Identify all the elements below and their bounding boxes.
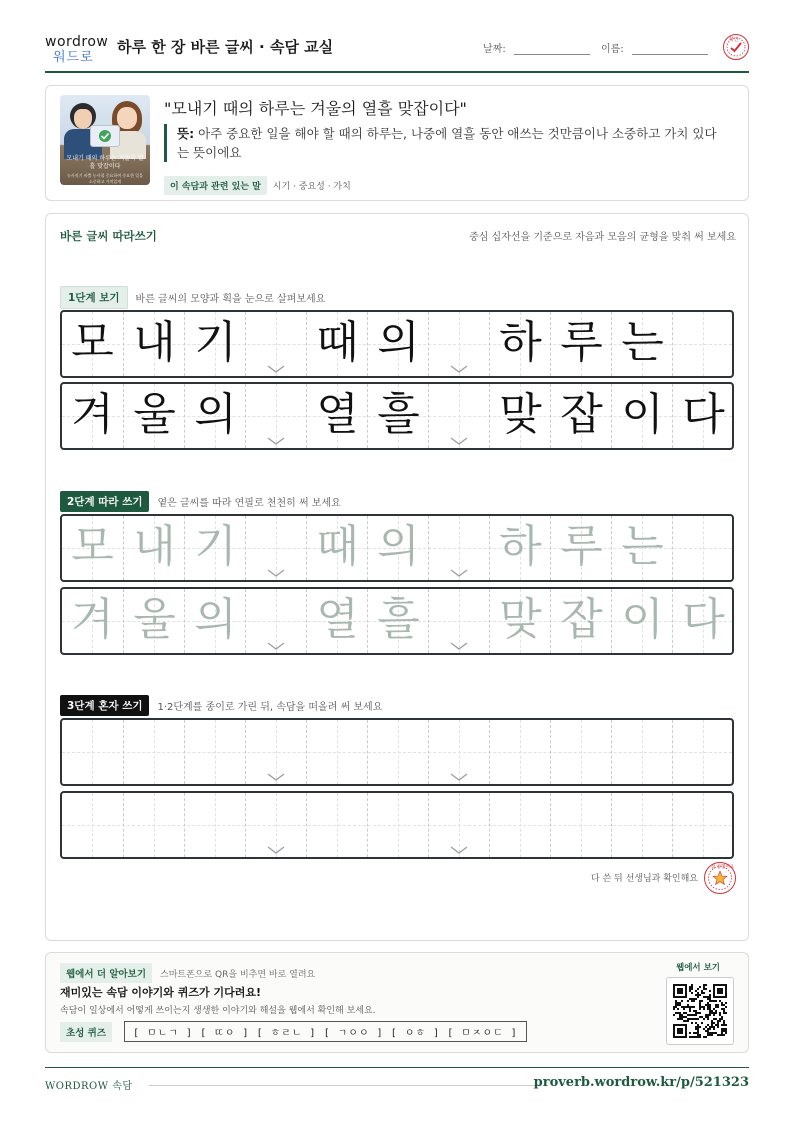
grid-cell[interactable] (62, 589, 123, 653)
check-stamp-icon (723, 34, 749, 60)
space-mark-icon (449, 436, 469, 446)
practice-title: 바른 글씨 따라쓰기 (60, 229, 157, 243)
logo-text-top: wordrow (45, 34, 109, 50)
grid-cell (489, 312, 550, 376)
step3-badge: 3단계 혼자 쓰기 (60, 695, 149, 716)
name-field[interactable] (601, 40, 708, 55)
chosung-quiz (60, 1021, 527, 1042)
proverb-meaning (164, 124, 724, 162)
grid-cell (611, 384, 672, 448)
trace-glyph: 흘 (377, 594, 420, 645)
proverb-illustration (60, 95, 150, 185)
qr-code-icon[interactable] (666, 977, 734, 1045)
grid-cell[interactable] (611, 589, 672, 653)
space-mark-icon (449, 772, 469, 782)
quiz-tag: 초성 퀴즈 (60, 1022, 112, 1042)
grid-cell[interactable] (62, 720, 123, 784)
done-note: 다 쓴 뒤 선생님과 확인해요 (590, 874, 698, 884)
grid-cell[interactable] (123, 516, 184, 580)
trace-glyph: 다 (682, 594, 725, 645)
grid-cell (489, 384, 550, 448)
grid-cell[interactable] (550, 516, 611, 580)
trace-glyph: 잡 (560, 594, 603, 645)
step1-header (60, 286, 325, 309)
trace-glyph: 울 (133, 594, 176, 645)
meaning-label: 뜻: (177, 126, 195, 141)
grid-cell (184, 384, 245, 448)
grid-cell[interactable] (550, 793, 611, 857)
step2-badge: 2단계 따라 쓰기 (60, 491, 149, 512)
grid-cell (550, 384, 611, 448)
grid-cell[interactable] (62, 793, 123, 857)
trace-glyph: 맞 (499, 594, 542, 645)
web-hint: 스마트폰으로 QR을 비추면 바로 열려요 (160, 969, 316, 980)
trace-glyph: 겨 (71, 594, 114, 645)
grid-cell (367, 312, 428, 376)
model-glyph: 하 (499, 317, 542, 368)
footer-divider (149, 1085, 539, 1086)
space-mark-icon (449, 641, 469, 651)
page-title: 하루 한 장 바른 글씨 · 속담 교실 (117, 38, 334, 56)
grid-cell[interactable] (489, 589, 550, 653)
grid-cell[interactable] (672, 793, 733, 857)
model-glyph: 때 (316, 317, 359, 368)
trace-glyph: 때 (316, 521, 359, 572)
step3-text: 1·2단계를 종이로 가린 뒤, 속담을 떠올려 써 보세요 (157, 702, 383, 713)
name-input-line[interactable] (632, 45, 708, 55)
logo-text-bottom: 워드로 (53, 50, 94, 65)
grid-cell (184, 312, 245, 376)
proverb-card (45, 85, 749, 201)
step2-row-1[interactable] (60, 514, 734, 582)
grid-cell[interactable] (123, 720, 184, 784)
trace-glyph: 의 (377, 521, 420, 572)
space-mark-icon (449, 845, 469, 855)
grid-cell (428, 384, 489, 448)
step3-row-1[interactable] (60, 718, 734, 786)
practice-note: 중심 십자선을 기준으로 자음과 모음의 균형을 맞춰 써 보세요 (469, 232, 736, 243)
step1-row-2 (60, 382, 734, 450)
grid-cell[interactable] (123, 589, 184, 653)
grid-cell[interactable] (489, 793, 550, 857)
grid-cell[interactable] (428, 589, 489, 653)
step1-text: 바른 글씨의 모양과 획을 눈으로 살펴보세요 (135, 294, 326, 305)
grid-cell (672, 312, 733, 376)
page-header (45, 28, 749, 73)
proverb-title: "모내기 때의 하루는 겨울의 열흘 맞잡이다" (164, 99, 467, 118)
step2-header (60, 491, 341, 512)
model-glyph: 겨 (71, 389, 114, 440)
trace-glyph: 의 (194, 594, 237, 645)
web-tag: 웹에서 더 알아보기 (60, 963, 152, 983)
star-stamp-text: 참 잘했어요 (711, 865, 735, 870)
grid-cell[interactable] (306, 793, 367, 857)
model-glyph: 모 (71, 317, 114, 368)
trace-glyph: 내 (133, 521, 176, 572)
step3-row-2[interactable] (60, 791, 734, 859)
grid-cell[interactable] (489, 720, 550, 784)
star-stamp-icon (704, 862, 736, 894)
grid-cell[interactable] (367, 589, 428, 653)
grid-cell (123, 312, 184, 376)
step3-header (60, 695, 382, 716)
space-mark-icon (449, 568, 469, 578)
grid-cell[interactable] (611, 516, 672, 580)
grid-cell[interactable] (306, 720, 367, 784)
grid-cell[interactable] (367, 516, 428, 580)
grid-cell[interactable] (672, 589, 733, 653)
step1-badge: 1단계 보기 (60, 286, 128, 309)
trace-glyph: 는 (621, 521, 664, 572)
space-mark-icon (266, 772, 286, 782)
laptop-icon (90, 125, 120, 147)
model-glyph: 루 (560, 317, 603, 368)
model-glyph: 흘 (377, 389, 420, 440)
trace-glyph: 모 (71, 521, 114, 572)
grid-cell (611, 312, 672, 376)
quiz-answer-box: [ ㅁㄴㄱ ] [ ㄸㅇ ] [ ㅎㄹㄴ ] [ ㄱㅇㅇ ] [ ㅇㅎ ] [ ㅁㅈㅇㄷ ] (124, 1021, 527, 1042)
grid-cell[interactable] (672, 720, 733, 784)
page-footer (45, 1067, 749, 1097)
name-label: 이름: (601, 44, 624, 55)
trace-glyph: 기 (194, 521, 237, 572)
grid-cell (245, 312, 306, 376)
model-glyph: 내 (133, 317, 176, 368)
meaning-text: 아주 중요한 일을 해야 할 때의 하루는, 나중에 열흘 동안 애쓰는 것만큼이나 소중하고 가치 있다는 뜻이에요 (177, 126, 717, 160)
grid-cell (62, 384, 123, 448)
illustration-caption: 모내기 때의 하루는 겨울의 열흘 맞잡이다 (66, 155, 144, 170)
trace-glyph: 하 (499, 521, 542, 572)
grid-cell[interactable] (611, 793, 672, 857)
grid-cell[interactable] (428, 516, 489, 580)
related-words-tag: 이 속담과 관련 있는 말 (164, 176, 267, 195)
grid-cell (62, 312, 123, 376)
model-glyph: 잡 (560, 389, 603, 440)
grid-cell[interactable] (245, 720, 306, 784)
model-glyph: 의 (194, 389, 237, 440)
trace-glyph: 이 (621, 594, 664, 645)
grid-cell[interactable] (367, 793, 428, 857)
date-input-line[interactable] (514, 45, 590, 55)
space-mark-icon (266, 436, 286, 446)
grid-cell[interactable] (123, 793, 184, 857)
space-mark-icon (449, 364, 469, 374)
check-stamp-text: 확인 (729, 37, 739, 43)
grid-cell[interactable] (672, 516, 733, 580)
grid-cell (672, 384, 733, 448)
grid-cell[interactable] (245, 589, 306, 653)
grid-cell[interactable] (184, 516, 245, 580)
grid-cell (428, 312, 489, 376)
grid-cell[interactable] (245, 516, 306, 580)
space-mark-icon (266, 364, 286, 374)
footer-brand: WORDROW 속담 (45, 1081, 133, 1092)
date-label: 날짜: (483, 44, 506, 55)
model-glyph: 기 (194, 317, 237, 368)
model-glyph: 다 (682, 389, 725, 440)
grid-cell[interactable] (184, 720, 245, 784)
space-mark-icon (266, 641, 286, 651)
space-mark-icon (266, 568, 286, 578)
web-description: 속담이 일상에서 어떻게 쓰이는지 생생한 이야기와 해설을 웹에서 확인해 보세요. (60, 1006, 376, 1016)
grid-cell[interactable] (428, 720, 489, 784)
grid-cell (306, 384, 367, 448)
related-words (164, 176, 351, 195)
grid-cell (306, 312, 367, 376)
grid-cell[interactable] (245, 793, 306, 857)
grid-cell (367, 384, 428, 448)
grid-cell[interactable] (184, 589, 245, 653)
grid-cell[interactable] (611, 720, 672, 784)
step2-text: 옅은 글씨를 따라 연필로 천천히 써 보세요 (157, 498, 341, 509)
related-words-list: 시기 · 중요성 · 가치 (272, 182, 351, 192)
grid-cell[interactable] (550, 720, 611, 784)
trace-glyph: 루 (560, 521, 603, 572)
grid-cell[interactable] (550, 589, 611, 653)
grid-cell[interactable] (489, 516, 550, 580)
grid-cell[interactable] (62, 516, 123, 580)
trace-glyph: 열 (316, 594, 359, 645)
step1-row-1 (60, 310, 734, 378)
model-glyph: 의 (377, 317, 420, 368)
wordrow-logo (45, 34, 109, 65)
model-glyph: 는 (621, 317, 664, 368)
web-promo-card (45, 952, 749, 1053)
grid-cell (123, 384, 184, 448)
step2-row-2[interactable] (60, 587, 734, 655)
model-glyph: 맞 (499, 389, 542, 440)
web-hint-row (60, 963, 315, 983)
model-glyph: 열 (316, 389, 359, 440)
date-field[interactable] (483, 40, 590, 55)
illustration-subcaption: 농사짓기 바쁠 농사철 중요하여 중요한 일을 소중하고 가치있게 (67, 173, 143, 184)
grid-cell[interactable] (367, 720, 428, 784)
grid-cell (245, 384, 306, 448)
grid-cell[interactable] (184, 793, 245, 857)
web-headline: 재미있는 속담 이야기와 퀴즈가 기다려요! (60, 986, 261, 999)
space-mark-icon (266, 845, 286, 855)
footer-url[interactable]: proverb.wordrow.kr/p/521323 (533, 1075, 749, 1090)
qr-label: 웹에서 보기 (675, 963, 720, 973)
grid-cell[interactable] (306, 516, 367, 580)
grid-cell[interactable] (428, 793, 489, 857)
grid-cell (550, 312, 611, 376)
grid-cell[interactable] (306, 589, 367, 653)
model-glyph: 울 (133, 389, 176, 440)
model-glyph: 이 (621, 389, 664, 440)
